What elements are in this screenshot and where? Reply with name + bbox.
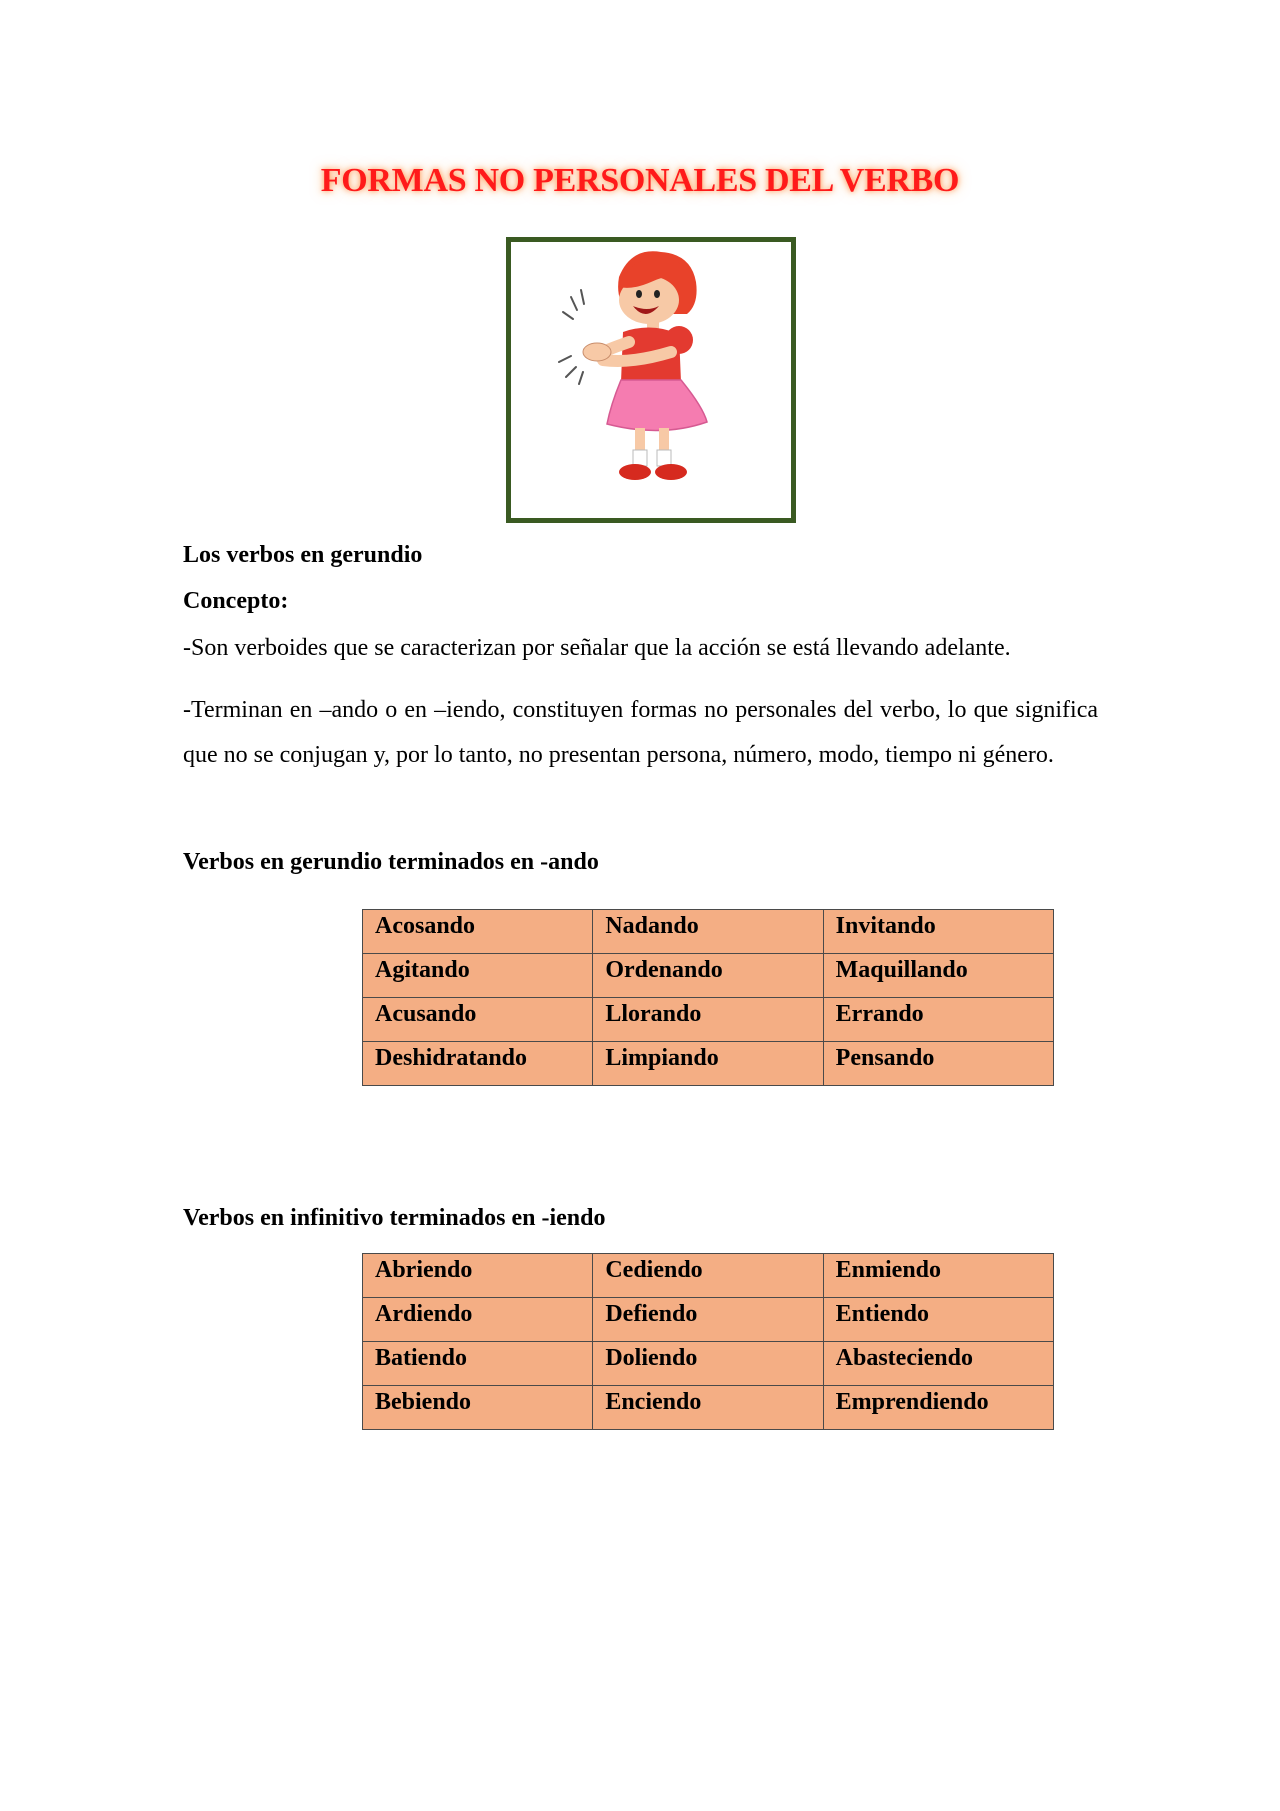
- concept-label: Concepto:: [183, 588, 289, 614]
- table-cell: Cediendo: [593, 1254, 823, 1298]
- table-cell: Acosando: [363, 910, 593, 954]
- table-iendo: [362, 1253, 1054, 1430]
- table-cell: Acusando: [363, 998, 593, 1042]
- table-cell: Pensando: [823, 1042, 1053, 1086]
- table-cell: Emprendiendo: [823, 1386, 1053, 1430]
- table-cell: Llorando: [593, 998, 823, 1042]
- illustration-frame: [506, 237, 796, 523]
- table-ando-heading: Verbos en gerundio terminados en -ando: [183, 849, 599, 875]
- table-cell: Defiendo: [593, 1298, 823, 1342]
- table-row: [363, 1386, 1054, 1430]
- table-cell: Deshidratando: [363, 1042, 593, 1086]
- table-cell: Abasteciendo: [823, 1342, 1053, 1386]
- table-row: [363, 910, 1054, 954]
- section-heading: Los verbos en gerundio: [183, 542, 423, 568]
- table-cell: Invitando: [823, 910, 1053, 954]
- table-cell: Bebiendo: [363, 1386, 593, 1430]
- table-cell: Agitando: [363, 954, 593, 998]
- table-cell: Ardiendo: [363, 1298, 593, 1342]
- table-cell: Ordenando: [593, 954, 823, 998]
- table-cell: Doliendo: [593, 1342, 823, 1386]
- paragraph-1: -Son verboides que se caracterizan por señalar que la acción se está llevando adelante.: [183, 635, 1011, 661]
- table-cell: Enmiendo: [823, 1254, 1053, 1298]
- table-row: [363, 954, 1054, 998]
- table-cell: Batiendo: [363, 1342, 593, 1386]
- paragraph-2: -Terminan en –ando o en –iendo, constituyen formas no personales del verbo, lo que significa que no se conjugan y, por lo tanto, no presentan persona, número, modo, tiempo ni género.: [183, 697, 1098, 768]
- table-row: [363, 1298, 1054, 1342]
- table-row: [363, 998, 1054, 1042]
- table-cell: Errando: [823, 998, 1053, 1042]
- table-ando: [362, 909, 1054, 1086]
- table-row: [363, 1254, 1054, 1298]
- table-cell: Maquillando: [823, 954, 1053, 998]
- page-title: FORMAS NO PERSONALES DEL VERBO: [320, 162, 960, 199]
- table-cell: Enciendo: [593, 1386, 823, 1430]
- table-cell: Nadando: [593, 910, 823, 954]
- table-cell: Limpiando: [593, 1042, 823, 1086]
- table-row: [363, 1342, 1054, 1386]
- table-row: [363, 1042, 1054, 1086]
- table-cell: Entiendo: [823, 1298, 1053, 1342]
- table-cell: Abriendo: [363, 1254, 593, 1298]
- girl-clapping-illustration-icon: [511, 242, 791, 518]
- table-iendo-heading: Verbos en infinitivo terminados en -iendo: [183, 1205, 606, 1231]
